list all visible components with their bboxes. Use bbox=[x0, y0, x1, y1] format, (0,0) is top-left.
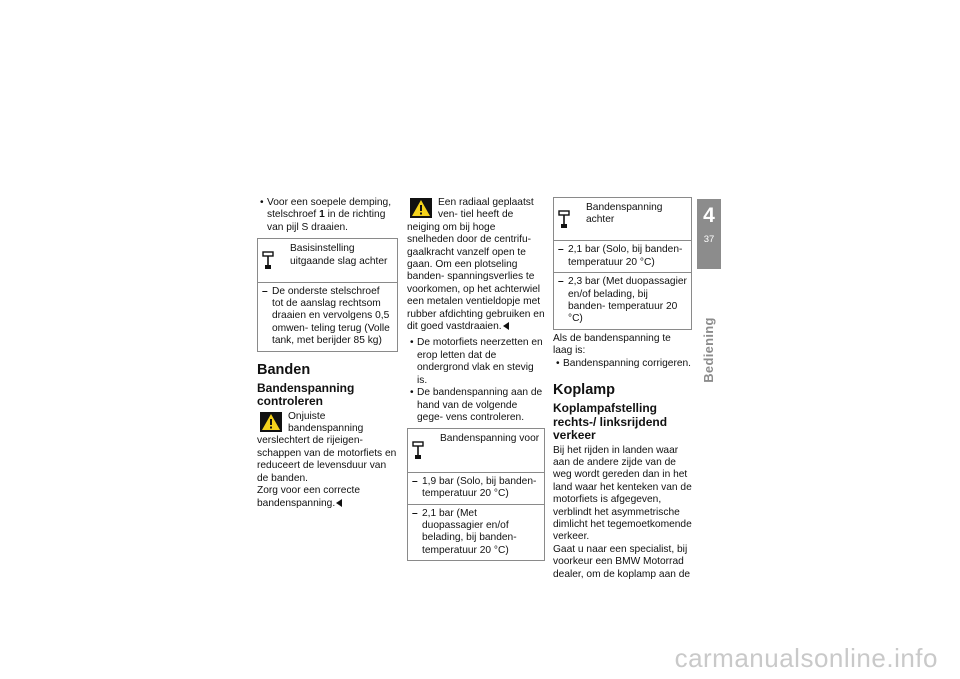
end-of-section-icon bbox=[336, 499, 342, 507]
callout-number: 1 bbox=[319, 209, 325, 221]
dash-marker: – bbox=[412, 475, 418, 487]
tire-pressure-gauge-icon bbox=[262, 243, 280, 275]
paragraph-text: Zorg voor een correcte bandenspanning. bbox=[257, 485, 361, 509]
list-item: • De motorfiets neerzetten en erop letten dat de ondergrond vlak en stevig is. bbox=[407, 337, 545, 387]
spec-box-value: 2,1 bar (Met duopassagier en/of belading, bij banden- temperatuur 20 °C) bbox=[422, 507, 517, 556]
spec-box-value: 2,3 bar (Met duopassagier en/of belading, bij banden- temperatuur 20 °C) bbox=[568, 276, 687, 325]
paragraph: Bij het rijden in landen waar aan de andere zijde van de weg wordt gereden dan in het land waar het kenteken van de motorfiets is afgegeven, verblindt het asymmetrische dimlicht het tegemoetkomende verkeer. bbox=[553, 444, 692, 543]
column-3 bbox=[553, 197, 692, 581]
spec-box-title: Basisinstelling uitgaande slag achter bbox=[290, 243, 388, 267]
spec-box-title: Bandenspanning achter bbox=[586, 202, 663, 226]
paragraph bbox=[257, 485, 398, 510]
warning-text: Een radiaal geplaatst ven- tiel heeft de neiging om bij hoge snelheden door de centrifu- gaalkracht vanzelf open te gaan. Om een plotseling banden- spanningsverlies te voorkomen, op het achterwiel een metalen ventieldopje met rubber afdichting gebruiken en dit goed vastdraaien. bbox=[407, 197, 545, 333]
tire-pressure-gauge-icon bbox=[412, 433, 430, 465]
spec-box-row bbox=[554, 272, 691, 329]
list-item-text: Voor een soepele demping, stelschroef bbox=[267, 197, 392, 221]
end-of-section-icon bbox=[503, 322, 509, 330]
spec-box-value: 2,1 bar (Solo, bij banden- temperatuur 20 °C) bbox=[568, 244, 683, 268]
list-item bbox=[257, 197, 398, 234]
subsection-heading: Bandenspanning controleren bbox=[257, 380, 355, 409]
spec-box-value: De onderste stelschroef tot de aanslag rechtsom draaien en vervolgens 0,5 omwen- teling terug (Volle tank, met berijder 85 kg) bbox=[272, 285, 390, 347]
section-heading: Banden bbox=[257, 361, 311, 378]
warning-paragraph bbox=[407, 197, 545, 333]
spec-box-title: Bandenspanning voor bbox=[440, 433, 540, 445]
subsection-heading: Koplampafstelling rechts-/ linksrijdend verkeer bbox=[553, 401, 668, 443]
paragraph: Als de bandenspanning te laag is: bbox=[553, 332, 671, 357]
section-heading: Koplamp bbox=[553, 382, 616, 399]
spec-box-row bbox=[408, 504, 544, 561]
warning-triangle-icon bbox=[260, 412, 282, 432]
warning-text: Onjuiste bandenspanning verslechtert de rijeigen- schappen van de motorfiets en reduceert de levensduur van de banden. bbox=[257, 410, 397, 484]
spec-box-value: 1,9 bar (Solo, bij banden- temperatuur 20 °C) bbox=[422, 475, 537, 500]
section-label: Bediening bbox=[700, 317, 716, 383]
dash-marker: – bbox=[412, 507, 418, 519]
page-number: 37 bbox=[703, 234, 715, 245]
dash-marker: – bbox=[558, 276, 564, 288]
list-item: • Bandenspanning corrigeren. bbox=[553, 358, 692, 370]
spec-box-rebound-damping bbox=[257, 238, 398, 351]
list-item-text-end: in de richting van pijl S draaien. bbox=[267, 209, 386, 233]
spec-box-row bbox=[554, 240, 691, 272]
column-2 bbox=[407, 197, 545, 564]
watermark: carmanualsonline.info bbox=[674, 643, 938, 673]
list-item: • De bandenspanning aan de hand van de volgende gege- vens controleren. bbox=[407, 387, 545, 424]
spec-box-row bbox=[408, 472, 544, 504]
chapter-number: 4 bbox=[703, 204, 715, 227]
dash-marker: – bbox=[262, 285, 268, 297]
chapter-tab bbox=[697, 199, 721, 269]
warning-triangle-icon bbox=[410, 198, 432, 218]
dash-marker: – bbox=[558, 244, 564, 256]
tire-pressure-gauge-icon bbox=[558, 202, 576, 234]
spec-box-row bbox=[258, 282, 397, 351]
warning-paragraph bbox=[257, 411, 398, 485]
spec-box-rear-pressure bbox=[553, 197, 692, 330]
paragraph: Gaat u naar een specialist, bij voorkeur een BMW Motorrad dealer, om de koplamp aan de bbox=[553, 543, 691, 580]
column-1 bbox=[257, 197, 398, 510]
spec-box-front-pressure bbox=[407, 428, 545, 561]
